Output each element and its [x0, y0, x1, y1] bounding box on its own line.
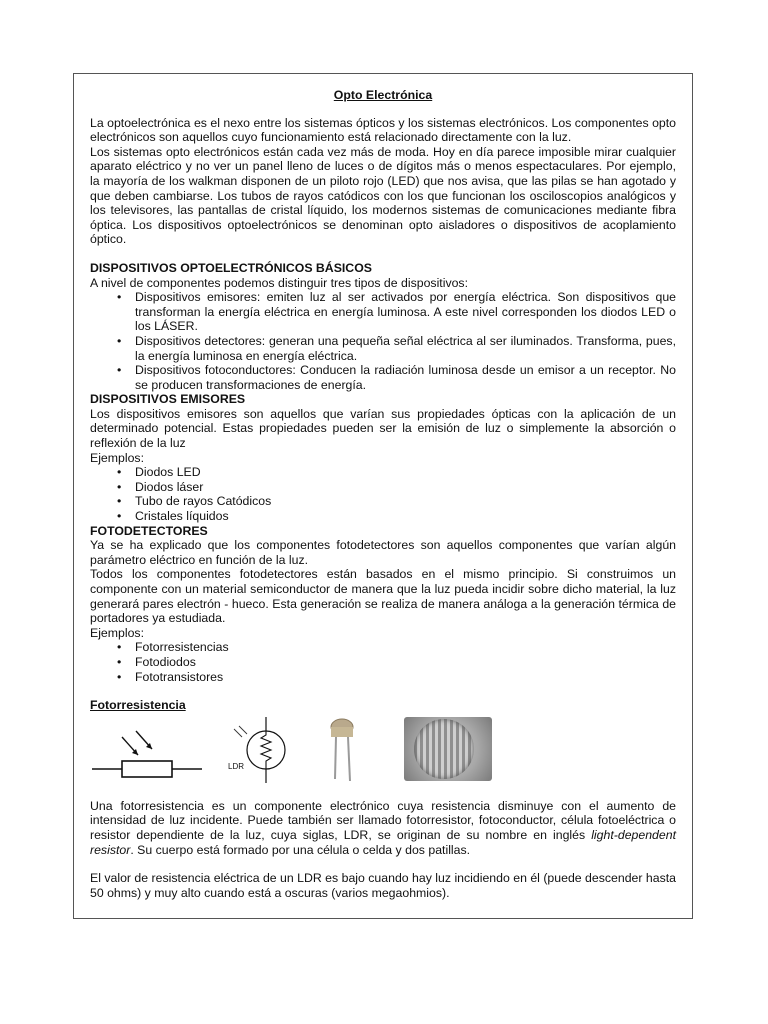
fotorresistencia-paragraph-1	[90, 799, 676, 857]
document-page	[73, 73, 693, 919]
list-item: • Fotorresistencias	[135, 640, 676, 655]
emisores-list	[90, 465, 676, 523]
list-item: • Cristales líquidos	[135, 509, 676, 524]
fotodetectores-text-1: Ya se ha explicado que los componentes fotodetectores son aquellos componentes que varían algún parámetro eléctrico en función de la luz.	[90, 538, 676, 567]
fotorresistencia-paragraph-2: El valor de resistencia eléctrica de un LDR es bajo cuando hay luz incidiendo en él (puede descender hasta 50 ohms) y muy alto cuando está a oscuras (varios megaohmios).	[90, 871, 676, 900]
ldr-schematic-symbol	[92, 725, 202, 781]
intro-paragraph-2: Los sistemas opto electrónicos están cada vez más de moda. Hoy en día parece imposible mirar cualquier aparato eléctrico y no ver un panel lleno de luces o de dígitos más o menos espectaculares. Por ejemplo, la mayoría de los walkman disponen de un piloto rojo (LED) que nos avisa, que las pilas se han agotado y que deben cambiarse. Los tubos de rayos catódicos con los que funcionan los osciloscopios analógicos y los televisores, las pantallas de cristal líquido, los modernos sistemas de comunicaciones mediante fibra óptica. Los dispositivos optoelectrónicos se denominan opto aisladores o dispositivos de acoplamiento óptico.	[90, 144, 676, 247]
intro-paragraph-1: La optoelectrónica es el nexo entre los sistemas ópticos y los sistemas electrónicos. Los componentes opto electrónicos son aquellos cuyo funcionamiento está relacionado directamente con la luz.	[90, 115, 676, 145]
ldr-circle-symbol	[228, 717, 296, 783]
heading-fotorresistencia: Fotorresistencia	[90, 698, 186, 713]
list-item: • Fotodiodos	[135, 655, 676, 670]
list-item: • Fototransistores	[135, 670, 676, 685]
heading-basicos: DISPOSITIVOS OPTOELECTRÓNICOS BÁSICOS	[90, 260, 372, 275]
emisores-text: Los dispositivos emisores son aquellos que varían sus propiedades ópticas con la aplicación de un determinado potencial. Estas propiedades pueden ser la emisión de luz o simplemente la absorción o reflexión de la luz	[90, 406, 676, 451]
emisores-examples-label: Ejemplos:	[90, 450, 144, 465]
list-item: • Tubo de rayos Catódicos	[135, 494, 676, 509]
fotodetectores-examples-label: Ejemplos:	[90, 625, 144, 640]
list-item: • Diodos láser	[135, 480, 676, 495]
ldr-symbol-label: LDR	[228, 761, 245, 771]
ldr-figures	[90, 717, 676, 787]
heading-emisores: DISPOSITIVOS EMISORES	[90, 392, 246, 407]
ldr-component-photo	[322, 717, 362, 783]
heading-fotodetectores: FOTODETECTORES	[90, 523, 208, 538]
list-item: • Dispositivos emisores: emiten luz al ser activados por energía eléctrica. Son dispositivos que transforman la energía eléctrica en energía luminosa. A este nivel corresponden los diodos LED o los LÁSER.	[135, 290, 676, 334]
text-span: Una fotorresistencia es un componente electrónico cuya resistencia disminuye con el aumento de intensidad de luz incidente. Puede también ser llamado fotorresistor, fotoconductor, célula fotoeléctrica o resistor dependiente de la luz, cuya siglas, LDR, se originan de su nombre en inglés	[90, 798, 676, 842]
fotodetectores-text-2: Todos los componentes fotodetectores están basados en el mismo principio. Si construimos un componente con un material semiconductor de manera que la luz pueda incidir sobre dicho material, la luz generará pares electrón - hueco. Esta generación se realiza de manera análoga a la generación térmica de portadores ya estudiada.	[90, 567, 676, 626]
list-item: • Dispositivos fotoconductores: Conducen la radiación luminosa desde un emisor a un receptor. No se producen transformaciones de energía.	[135, 363, 676, 392]
page-title: Opto Electrónica	[333, 88, 433, 102]
basicos-list	[90, 290, 676, 392]
basicos-text: A nivel de componentes podemos distinguir tres tipos de dispositivos:	[90, 275, 468, 290]
text-span: . Su cuerpo está formado por una célula o celda y dos patillas.	[130, 842, 471, 857]
list-item: • Diodos LED	[135, 465, 676, 480]
fotodetectores-list	[90, 640, 676, 684]
italic-term: light-dependent resistor	[90, 827, 676, 857]
list-item: • Dispositivos detectores: generan una pequeña señal eléctrica al ser iluminados. Transforma, pues, la energía luminosa en energía eléctrica.	[135, 334, 676, 363]
ldr-closeup-photo	[404, 717, 492, 781]
